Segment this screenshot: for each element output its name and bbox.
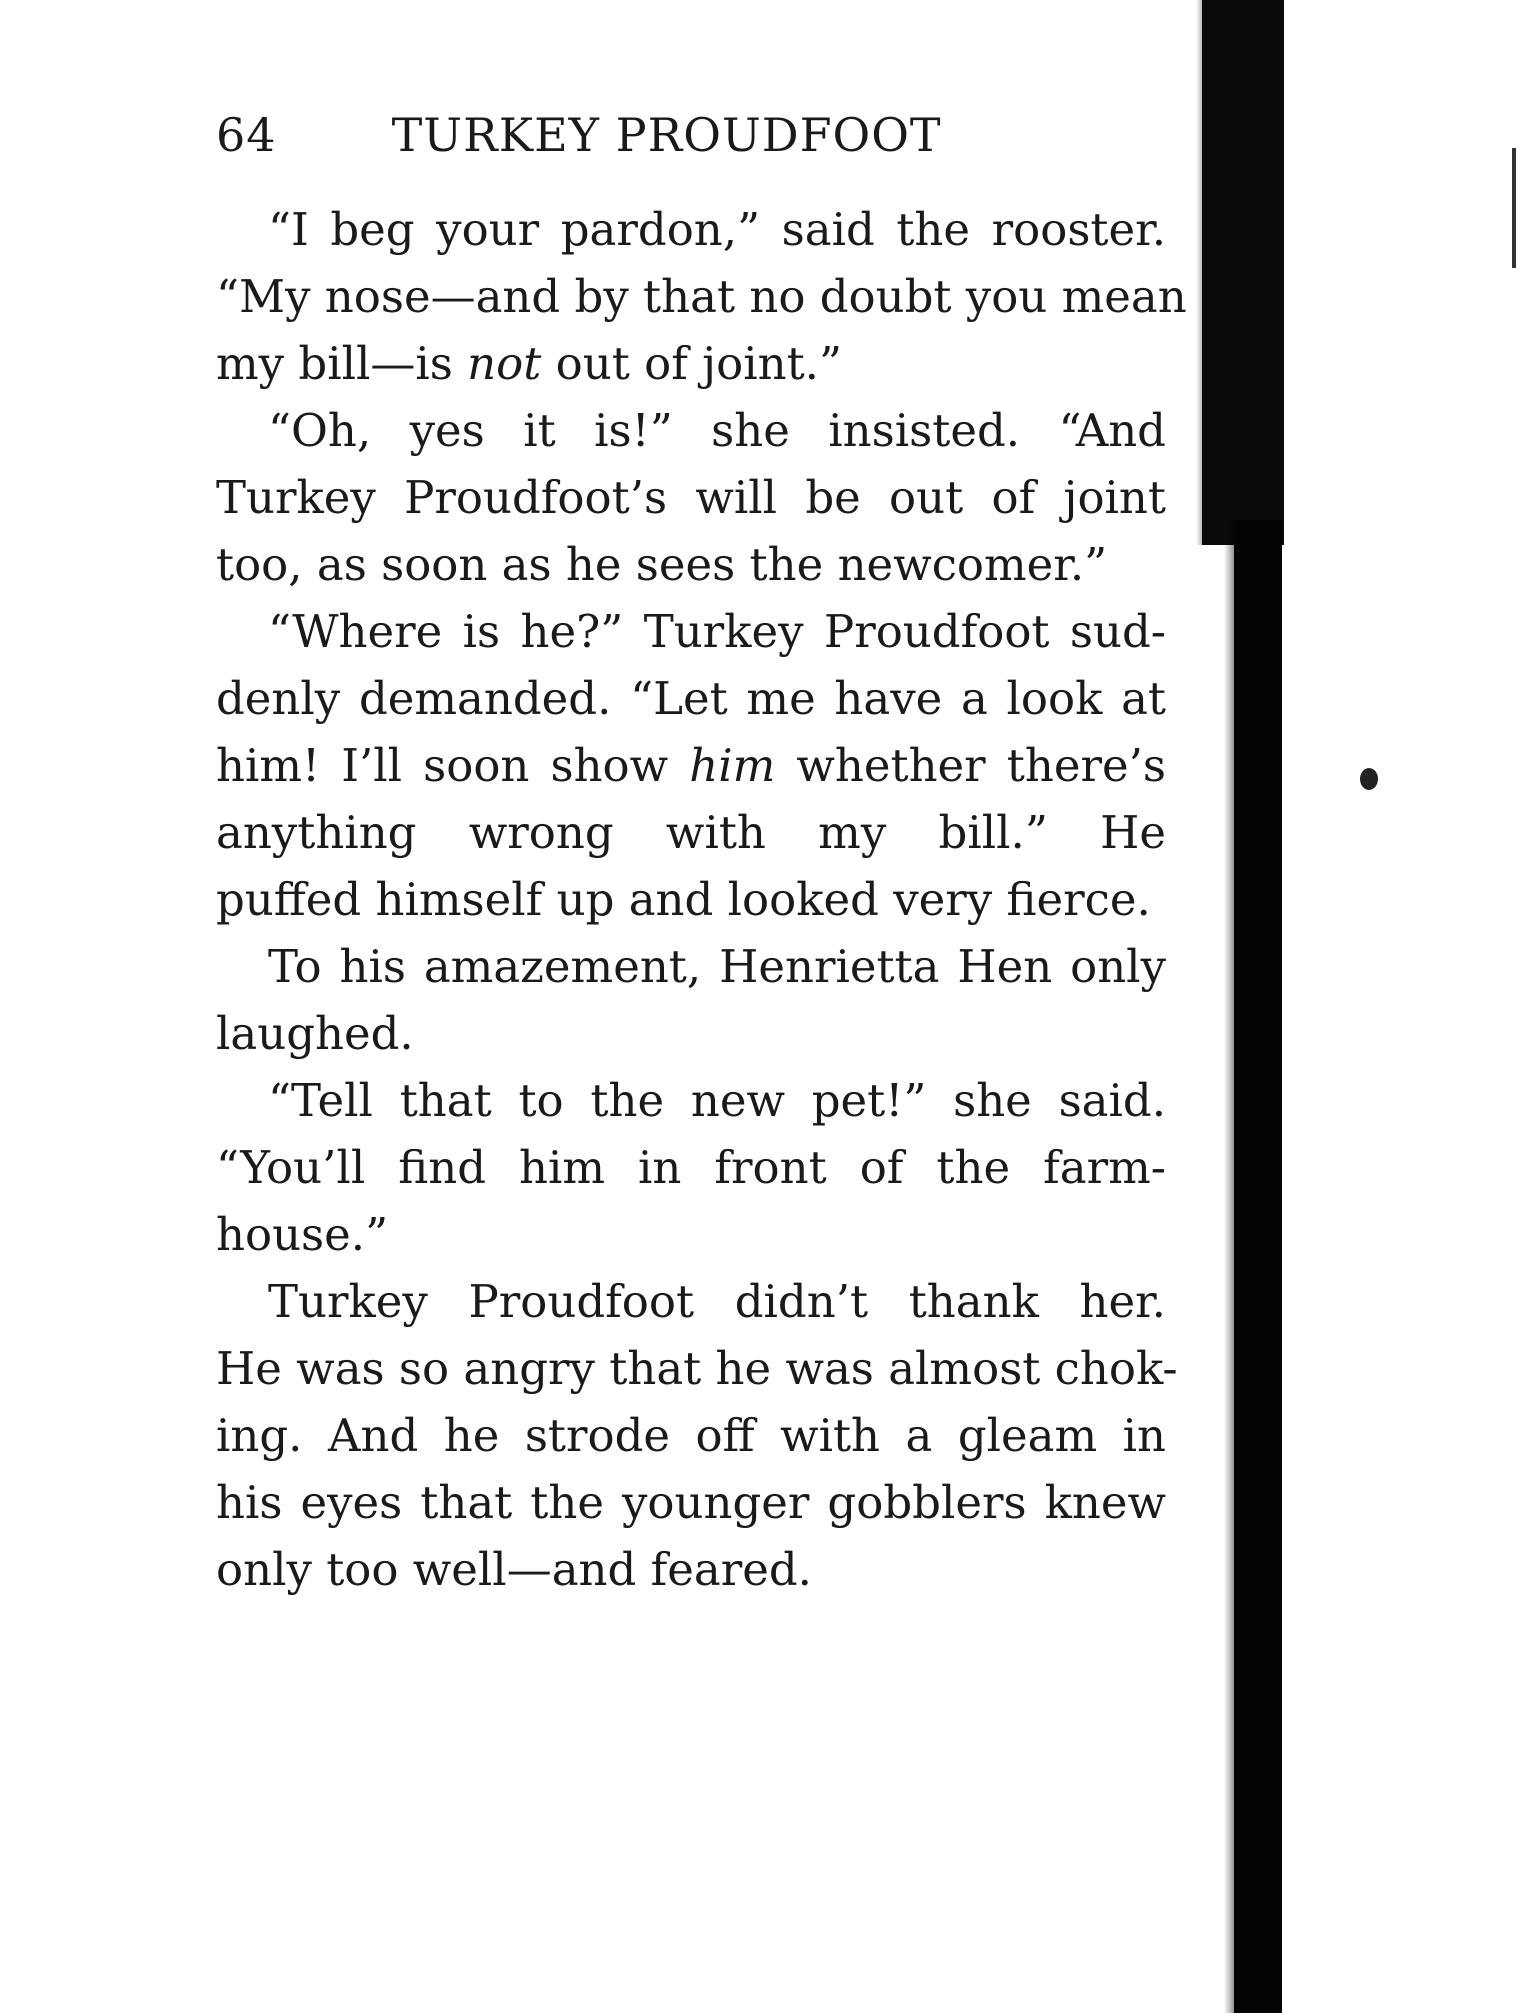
text-line: ing. And he strode off with a gleam in — [216, 1409, 1166, 1462]
text-line: only too well—and feared. — [216, 1543, 812, 1596]
text-line: him! I’ll soon show him whether there’s — [216, 739, 1167, 792]
emphasis: not — [467, 337, 542, 390]
text-line: my bill—is not out of joint.” — [216, 337, 842, 390]
text-line: “My nose—and by that no doubt you mean — [216, 270, 1187, 323]
page-body — [216, 196, 1187, 1603]
text-line: “Where is he?” Turkey Proudfoot sud- — [268, 605, 1166, 658]
ink-speck — [1360, 768, 1378, 790]
text-line: “I beg your pardon,” said the rooster. — [268, 203, 1166, 256]
page-edge-mark — [1512, 148, 1516, 268]
text-line: anything wrong with my bill.” He — [216, 806, 1166, 859]
text-line: laughed. — [216, 1007, 414, 1060]
text-line: Turkey Proudfoot didn’t thank her. — [268, 1275, 1166, 1328]
running-title: TURKEY PROUDFOOT — [391, 108, 942, 162]
text-line: house.” — [216, 1208, 389, 1261]
text-line: too, as soon as he sees the newcomer.” — [216, 538, 1108, 591]
text-line: puffed himself up and looked very fierce. — [216, 873, 1151, 926]
text-line: “Tell that to the new pet!” she said. — [268, 1074, 1166, 1127]
text-line: He was so angry that he was almost chok- — [216, 1342, 1178, 1395]
text-line: Turkey Proudfoot’s will be out of joint — [216, 471, 1166, 524]
text-line: To his amazement, Henrietta Hen only — [268, 940, 1166, 993]
text-line: “You’ll find him in front of the farm- — [216, 1141, 1166, 1194]
text-line: denly demanded. “Let me have a look at — [216, 672, 1166, 725]
running-head — [216, 108, 1016, 168]
binding-shadow — [1234, 520, 1282, 2013]
page-number: 64 — [216, 108, 277, 162]
binding-shadow-top — [1202, 0, 1284, 545]
text-line: “Oh, yes it is!” she insisted. “And — [268, 404, 1166, 457]
text-line: his eyes that the younger gobblers knew — [216, 1476, 1166, 1529]
emphasis: him — [689, 739, 776, 792]
